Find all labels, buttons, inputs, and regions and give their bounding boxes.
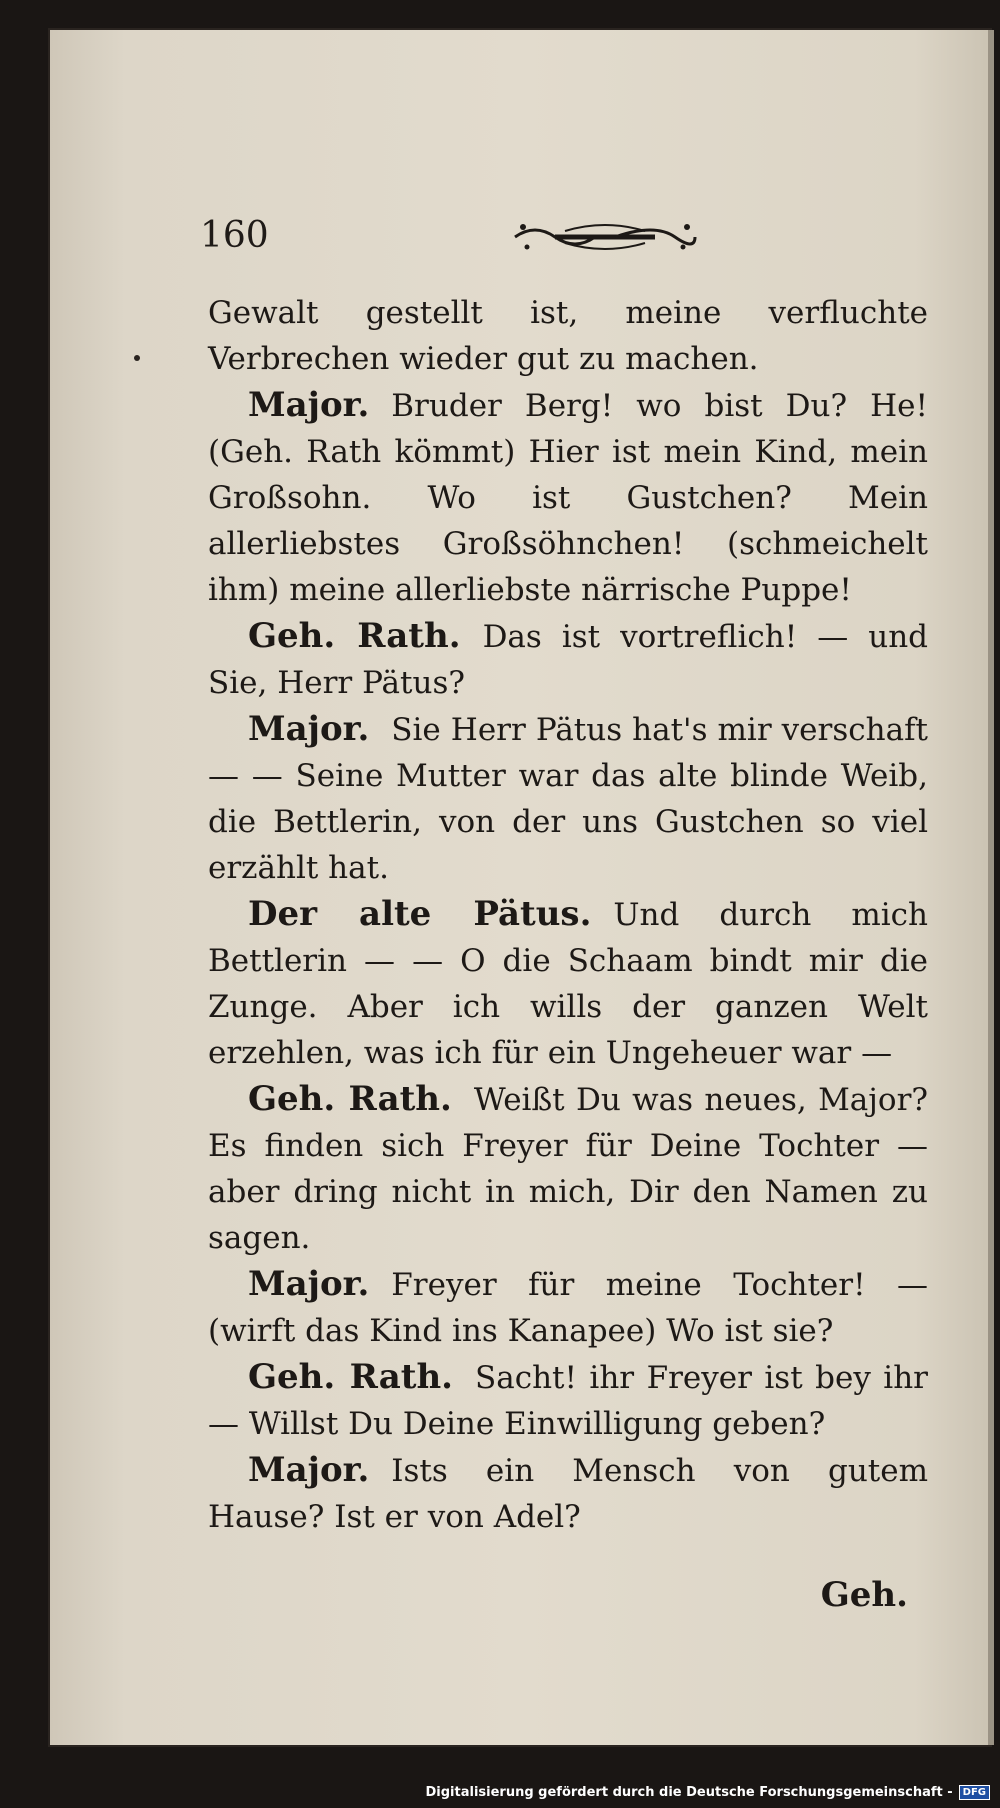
- paragraph: Major. Freyer für meine Tochter! — (wirft das Kind ins Kanapee) Wo ist sie?: [208, 1264, 928, 1349]
- speaker-name: Major.: [248, 709, 370, 749]
- paragraph: Geh. Rath. Weißt Du was neues, Major? Es finden sich Freyer für Deine Tochter — aber dring nicht in mich, Dir den Namen zu sagen.: [208, 1079, 929, 1256]
- paragraph: Der alte Pätus. Und durch mich Bettlerin — — O die Schaam bindt mir die Zunge. Aber ich wills der ganzen Welt erzehlen, was ich für ein Ungeheuer war —: [208, 894, 928, 1071]
- speaker-name: Geh. Rath.: [248, 616, 461, 656]
- credit-text: Digitalisierung gefördert durch die Deutsche Forschungsgemeinschaft -: [425, 1785, 953, 1800]
- digitization-credit: [426, 1785, 991, 1800]
- dfg-logo: DFG: [959, 1785, 990, 1800]
- page-number: 160: [200, 215, 269, 256]
- paragraph: Gewalt gestellt ist, meine verfluchte Verbrechen wieder gut zu machen.: [208, 295, 928, 377]
- paragraph: Geh. Rath. Sacht! ihr Freyer ist bey ihr — Willst Du Deine Einwilligung geben?: [208, 1357, 928, 1442]
- page-header: [200, 215, 940, 275]
- paragraph: Major. Bruder Berg! wo bist Du? He! (Geh. Rath kömmt) Hier ist mein Kind, mein Großsohn. Wo ist Gustchen? Mein allerliebstes Großsöhnchen! (schmeichelt ihm) meine allerliebste närrische Puppe!: [208, 385, 928, 608]
- book-page: [50, 30, 990, 1745]
- main-text: [208, 290, 928, 1540]
- paragraph: Geh. Rath. Das ist vortreflich! — und Sie, Herr Pätus?: [208, 616, 929, 701]
- paragraph: Major. Sie Herr Pätus hat's mir verschaft — — Seine Mutter war das alte blinde Weib, die Bettlerin, von der uns Gustchen so viel erzählt hat.: [208, 709, 928, 886]
- speaker-name: Major.: [248, 385, 370, 425]
- speaker-name: Geh. Rath.: [248, 1079, 452, 1119]
- speaker-name: Der alte Pätus.: [248, 894, 592, 934]
- header-ornament: [505, 215, 705, 259]
- speaker-name: Major.: [248, 1450, 370, 1490]
- speaker-name: Major.: [248, 1264, 370, 1304]
- margin-mark: [134, 355, 140, 361]
- paragraph: Major. Ists ein Mensch von gutem Hause? Ist er von Adel?: [208, 1450, 928, 1535]
- catchword: Geh.: [820, 1575, 908, 1615]
- speaker-name: Geh. Rath.: [248, 1357, 453, 1397]
